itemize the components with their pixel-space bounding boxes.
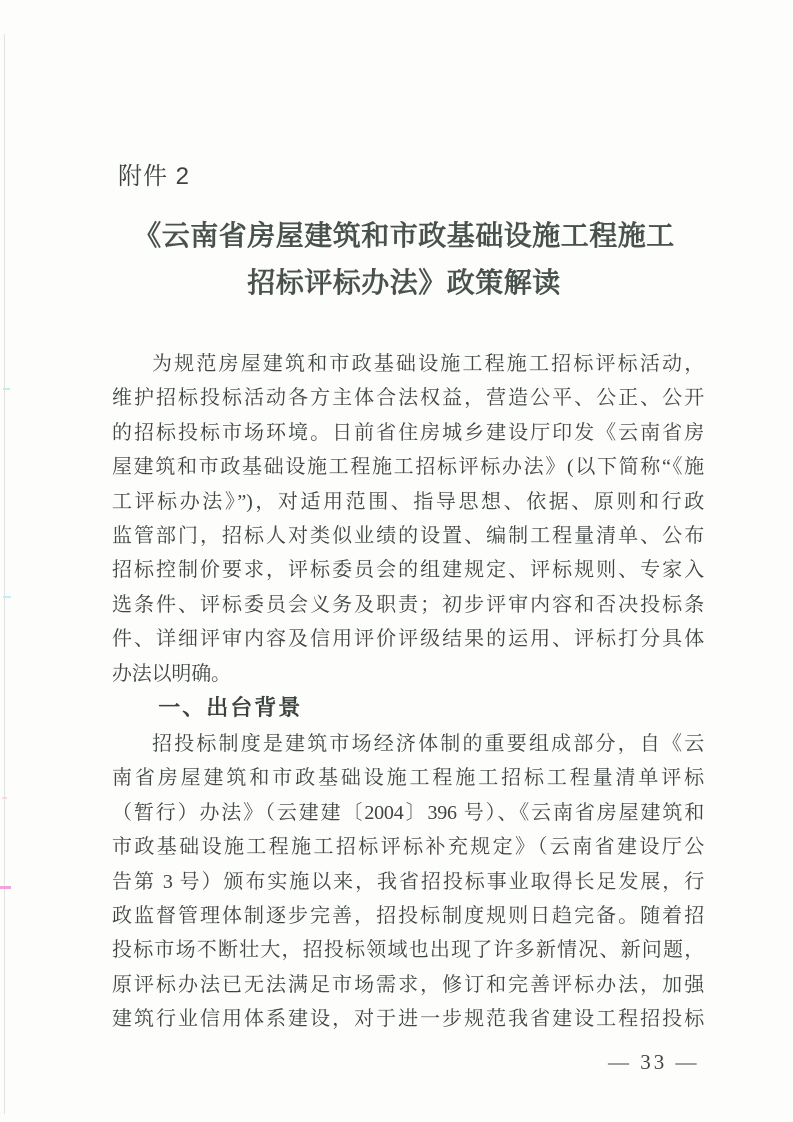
paragraph-line: 为规范房屋建筑和市政基础设施工程施工招标评标活动， bbox=[152, 353, 704, 375]
paragraph-line: 选条件、评标委员会义务及职责；初步评审内容和否决投标条 bbox=[112, 593, 704, 616]
attachment-label: 附件 2 bbox=[118, 163, 191, 190]
pink-scan-mark-faint bbox=[2, 797, 7, 799]
paragraph-line: 建筑行业信用体系建设，对于进一步规范我省建设工程招投标 bbox=[112, 1008, 704, 1031]
paragraph-line: 市政基础设施工程施工招标评标补充规定》（云南省建设厅公 bbox=[112, 836, 704, 859]
paragraph-line: 办法以明确。 bbox=[112, 662, 231, 685]
paragraph-line: 政监督管理体制逐步完善，招投标制度规则日趋完备。随着招 bbox=[112, 904, 704, 927]
paragraph-line: 屋建筑和市政基础设施工程施工招标评标办法》(以下简称“《施 bbox=[112, 456, 704, 479]
paragraph-line: 工评标办法》”)，对适用范围、指导思想、依据、原则和行政 bbox=[112, 490, 704, 513]
document-title-line-1: 《云南省房屋建筑和市政基础设施工程施工 bbox=[133, 221, 675, 252]
paragraph-line: （暂行）办法》（云建建〔2004〕396 号）、《云南省房屋建筑和 bbox=[112, 801, 704, 824]
cyan-scan-mark bbox=[3, 596, 11, 598]
pink-scan-mark bbox=[0, 886, 11, 889]
paragraph-line: 招投标制度是建筑市场经济体制的重要组成部分，自《云 bbox=[152, 733, 704, 755]
paragraph-line: 原评标办法已无法满足市场需求，修订和完善评标办法，加强 bbox=[112, 973, 704, 996]
scan-edge-line bbox=[4, 34, 5, 1114]
paragraph-line: 监管部门，招标人对类似业绩的设置、编制工程量清单、公布 bbox=[112, 524, 704, 547]
paragraph-line: 南省房屋建筑和市政基础设施工程施工招标工程量清单评标 bbox=[112, 767, 704, 790]
background-paragraph bbox=[112, 727, 704, 1037]
page-number: — 33 — bbox=[608, 1050, 700, 1074]
paragraph-line: 投标市场不断壮大，招投标领域也出现了许多新情况、新问题， bbox=[112, 939, 704, 962]
paragraph-line: 告第 3 号）颁布实施以来，我省招投标事业取得长足发展，行 bbox=[112, 870, 704, 893]
paragraph-line: 件、详细评审内容及信用评价评级结果的运用、评标打分具体 bbox=[112, 628, 704, 651]
section-heading-background: 一、出台背景 bbox=[158, 695, 303, 720]
paragraph-line: 的招标投标市场环境。日前省住房城乡建设厅印发《云南省房 bbox=[112, 421, 704, 444]
cyan-scan-mark bbox=[3, 388, 10, 390]
paragraph-line: 招标控制价要求，评标委员会的组建规定、评标规则、专家入 bbox=[112, 559, 704, 582]
document-title bbox=[104, 213, 704, 307]
paragraph-line: 维护招标投标活动各方主体合法权益，营造公平、公正、公开 bbox=[112, 387, 704, 410]
document-title-line-2: 招标评标办法》政策解读 bbox=[247, 268, 561, 299]
intro-paragraph bbox=[112, 347, 704, 691]
